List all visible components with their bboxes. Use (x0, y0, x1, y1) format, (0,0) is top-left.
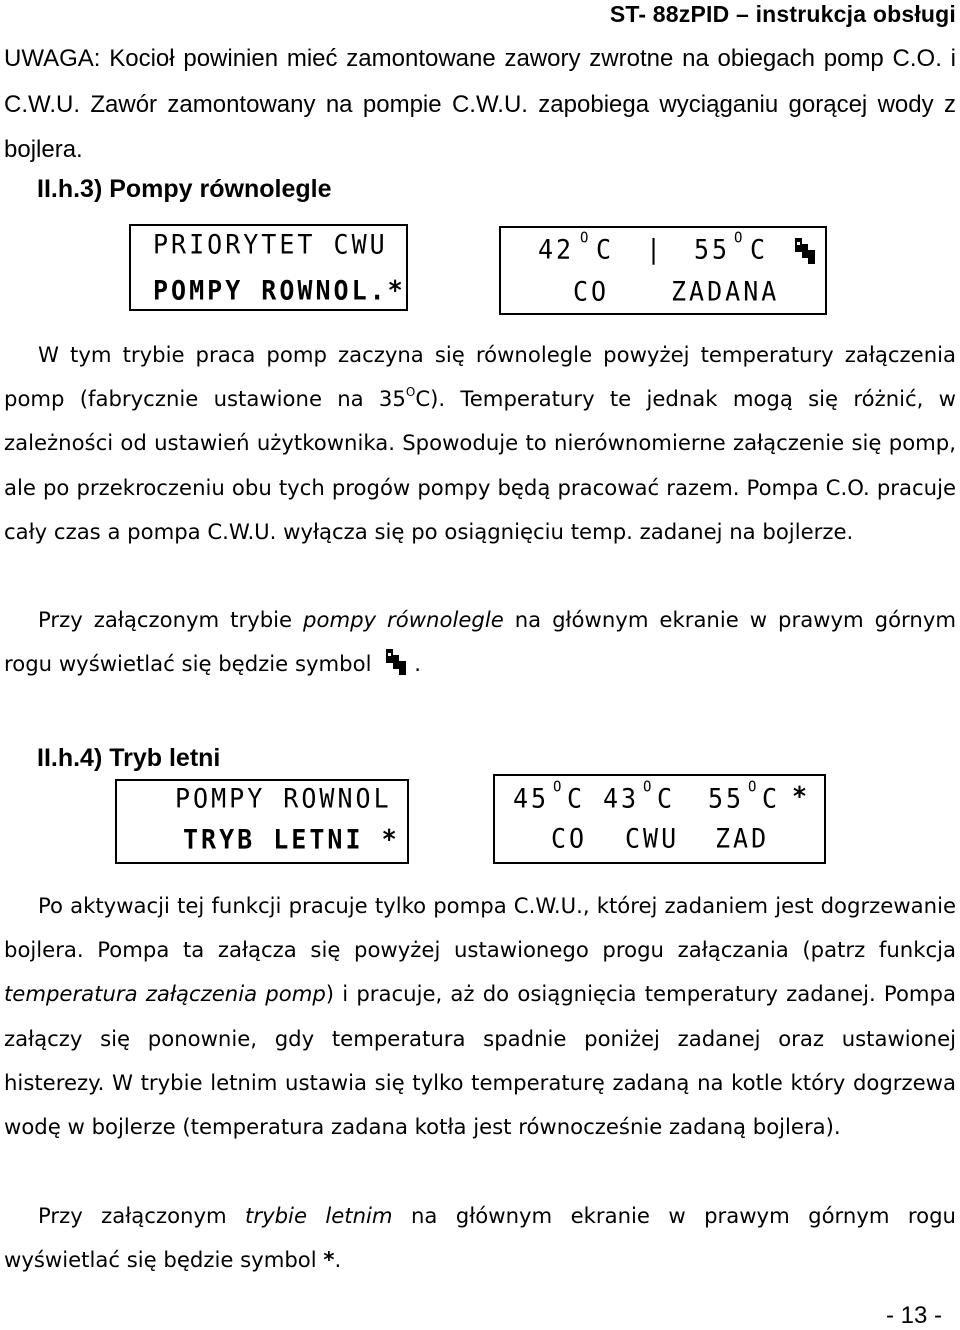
warning-paragraph: UWAGA: Kocioł powinien mieć zamontowane zawory zwrotne na obiegach pomp C.O. i C.W.U. Zawór zamontowany na pompie C.W.U. zapobiega wyciąganiu gorącej wody z bojlera. (4, 45, 956, 163)
paragraph-parallel-1: W tym trybie praca pomp zaczyna się równolegle powyżej temperatury załączenia pomp (fabrycznie ustawione na $35^OC$). Temperatury te jednak mogą się różnić, w zależności od ustawień użytkownika. Spowoduje to nierównomierne załączenie się pomp, ale po przekroczeniu obu tych progów pompy będą pracować razem. Pompa C.O. pracuje cały czas a pompa C.W.U. wyłącza się po osiągnięciu temp. zadanej na bojlerze. (4, 342, 956, 544)
page-number: - 13 - (885, 1302, 942, 1329)
lcd-unit: C (762, 782, 781, 815)
paragraph-summer-1: Po aktywacji tej funkcji pracuje tylko pompa C.W.U., której zadaniem jest dogrzewanie bojlera. Pompa ta załącza się powyżej ustawionego progu załączania (patrz funkcja temperatura załączenia pomp) i pracuje, aż do osiągnięcia temperatury zadanej. Pompa załączy się ponownie, gdy temperatura spadnie poniżej zadanej oraz ustawionej histerezy. W trybie letnim ustawia się tylko temperaturę zadaną na kotle który dogrzewa wodę w bojlerze (temperatura zadana kotła jest równocześnie zadaną bojlera). (4, 893, 956, 1140)
lcd-menu-parallel (129, 224, 408, 311)
paragraph-parallel-2: Przy załączonym trybie pompy równolegle na głównym ekranie w prawym górnym rogu wyświetlać się będzie symbol . (4, 607, 957, 677)
section-title-summer-mode: II.h.4) Tryb letni (37, 744, 221, 772)
lcd-temp-dhw: 43 (603, 782, 640, 815)
lcd-temp-co: 42 (538, 233, 575, 266)
lcd-line-2: POMPY ROWNOL.* (153, 274, 406, 307)
lcd-degree: O (748, 778, 760, 796)
lcd-main-screen-parallel (499, 226, 827, 315)
lcd-main-screen-summer (493, 774, 826, 864)
section-title-parallel-pumps: II.h.3) Pompy równolegle (37, 175, 332, 203)
lcd-unit: C (750, 233, 769, 266)
paragraph-summer-2: Przy załączonym trybie letnim na głównym ekranie w prawym górnym rogu wyświetlać się będzie symbol *. (4, 1203, 956, 1273)
lcd-unit: C (657, 782, 676, 815)
lcd-label-co: CO (573, 275, 610, 308)
parallel-pumps-icon (793, 236, 817, 266)
summer-mode-icon: * (792, 780, 811, 813)
lcd-degree: O (643, 778, 655, 796)
lcd-temp-co: 45 (513, 782, 550, 815)
lcd-menu-summer (115, 779, 409, 864)
lcd-unit: C (596, 233, 615, 266)
lcd-line-2: TRYB LETNI * (183, 823, 400, 856)
lcd-degree: O (734, 229, 746, 247)
parallel-pumps-icon (384, 647, 408, 677)
lcd-degree: O (580, 229, 592, 247)
lcd-label-co: CO (551, 822, 588, 855)
document-header: ST- 88zPID – instrukcja obsługi (609, 1, 956, 27)
lcd-label-set: ZADANA (671, 275, 780, 308)
lcd-temp-set: 55 (694, 233, 731, 266)
lcd-line-1: PRIORYTET CWU (153, 228, 388, 261)
lcd-label-set: ZAD (715, 822, 770, 855)
lcd-degree: O (553, 778, 565, 796)
lcd-line-1: POMPY ROWNOL (175, 782, 392, 815)
lcd-separator: | (646, 233, 665, 266)
lcd-unit: C (567, 782, 586, 815)
summer-mode-icon: * (323, 1247, 335, 1273)
lcd-temp-set: 55 (708, 782, 745, 815)
lcd-label-dhw: CWU (625, 822, 680, 855)
